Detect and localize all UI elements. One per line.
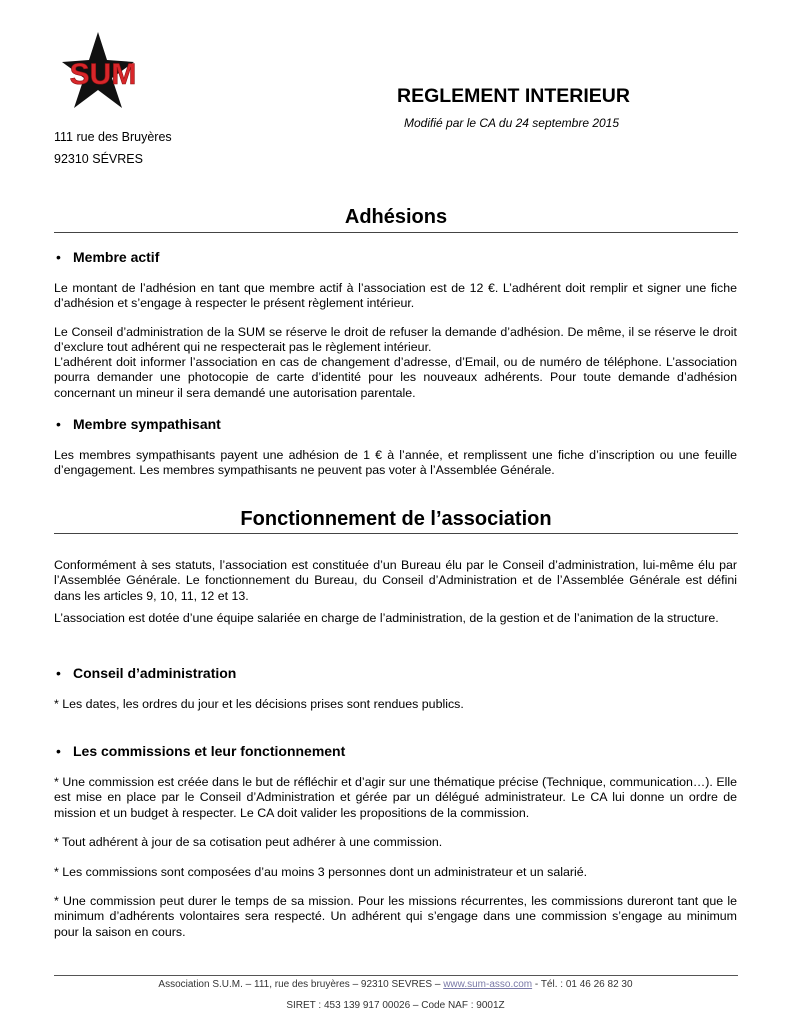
document-subtitle: Modifié par le CA du 24 septembre 2015 bbox=[404, 116, 620, 130]
bullet-icon: • bbox=[56, 743, 61, 759]
paragraph: * Une commission peut durer le temps de sa mission. Pour les missions récurrentes, les commissions dureront tant que le minimum d’adhérents volontaires sera respecté. Un adhérent qui s’engage dans une commission s’engage au minimum pour la saison en cours. bbox=[54, 894, 737, 939]
sum-logo bbox=[54, 32, 152, 110]
section-rule bbox=[54, 232, 738, 233]
heading-commissions bbox=[56, 743, 345, 759]
heading-membre-actif-text: Membre actif bbox=[73, 249, 160, 265]
heading-membre-sympathisant bbox=[56, 416, 221, 432]
heading-conseil-administration bbox=[56, 665, 236, 681]
paragraph: Conformément à ses statuts, l’association est constituée d’un Bureau élu par le Conseil d’administration, lui-même élu par l’Assemblée Générale. Le fonctionnement du Bureau, du Conseil d’Administration et de l’Assemblée Générale est défini dans les articles 9, 10, 11, 12 et 13. bbox=[54, 558, 737, 603]
footer-address: Association S.U.M. – 111, rue des bruyères – 92310 SEVRES – bbox=[158, 979, 444, 990]
footer-line2: SIRET : 453 139 917 00026 – Code NAF : 9001Z bbox=[286, 1000, 505, 1011]
address-line1: 111 rue des Bruyères bbox=[54, 130, 172, 144]
paragraph: L’association est dotée d’une équipe salariée en charge de l’administration, de la gestion et de l’animation de la structure. bbox=[54, 611, 719, 625]
paragraph: * Les dates, les ordres du jour et les décisions prises sont rendues publics. bbox=[54, 697, 464, 711]
bullet-icon: • bbox=[56, 249, 61, 265]
section-title-fonctionnement: Fonctionnement de l’association bbox=[240, 508, 552, 530]
paragraph: Le Conseil d’administration de la SUM se réserve le droit de refuser la demande d’adhésion. De même, il se réserve le droit d’exclure tout adhérent qui ne respecterait pas le règlement intérieur. bbox=[54, 325, 737, 355]
bullet-icon: • bbox=[56, 416, 61, 432]
heading-conseil-administration-text: Conseil d’administration bbox=[73, 665, 237, 681]
bullet-icon: • bbox=[56, 665, 61, 681]
heading-membre-actif bbox=[56, 249, 159, 265]
address-line2: 92310 SÉVRES bbox=[54, 152, 143, 166]
document-title: REGLEMENT INTERIEUR bbox=[397, 85, 630, 107]
paragraph: Les membres sympathisants payent une adhésion de 1 € à l’année, et remplissent une fiche d’inscription ou une feuille d’engagement. Les membres sympathisants ne peuvent pas voter à l’Assemblée Générale. bbox=[54, 448, 737, 478]
footer-website-link[interactable]: www.sum-asso.com bbox=[443, 979, 533, 990]
logo-text: SUM bbox=[69, 58, 137, 91]
paragraph: * Tout adhérent à jour de sa cotisation peut adhérer à une commission. bbox=[54, 835, 443, 849]
footer-line1 bbox=[0, 979, 791, 990]
section-title-adhesions: Adhésions bbox=[344, 206, 448, 228]
paragraph: * Les commissions sont composées d’au moins 3 personnes dont un administrateur et un salarié. bbox=[54, 865, 588, 879]
footer-phone: - Tél. : 01 46 26 82 30 bbox=[532, 979, 633, 990]
paragraph: * Une commission est créée dans le but de réfléchir et d’agir sur une thématique précise (Technique, communication…). Elle est mise en place par le Conseil d’Administration et gérée par un délégué administrateur. Le CA lui donne un ordre de mission et un budget à respecter. Le CA doit valider les propositions de la commission. bbox=[54, 775, 737, 820]
paragraph: Le montant de l’adhésion en tant que membre actif à l’association est de 12 €. L’adhérent doit remplir et signer une fiche d’adhésion et s’engage à respecter le présent règlement intérieur. bbox=[54, 281, 737, 311]
heading-commissions-text: Les commissions et leur fonctionnement bbox=[73, 743, 346, 759]
paragraph: L’adhérent doit informer l’association en cas de changement d’adresse, d’Email, ou de numéro de téléphone. L’association pourra demander une photocopie de carte d’identité pour les nouveaux adhérents. Pour toute demande d’adhésion concernant un mineur il sera demandé une autorisation parentale. bbox=[54, 355, 737, 400]
section-rule bbox=[54, 533, 738, 534]
footer-rule bbox=[54, 975, 738, 976]
heading-membre-sympathisant-text: Membre sympathisant bbox=[73, 416, 221, 432]
